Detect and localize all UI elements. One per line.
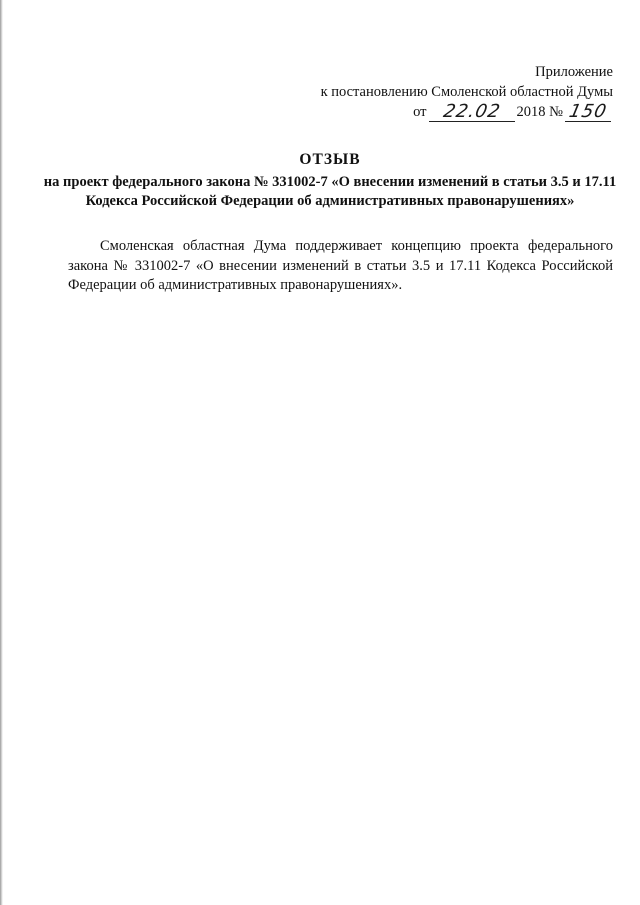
appendix-title: Приложение: [535, 64, 613, 80]
review-heading: ОТЗЫВ: [299, 151, 361, 168]
handwritten-number: 150: [567, 101, 610, 122]
appendix-date-line: [321, 102, 613, 122]
review-body-paragraph: Смоленская областная Дума поддерживает концепцию проекта федерального закона № 331002-7 «О внесении изменений в статьи 3.5 и 17.11 Кодекса Российской Федерации об административных правонарушениях».: [68, 238, 613, 293]
date-blank: [429, 103, 515, 122]
review-subheading: на проект федерального закона № 331002-7 «О внесении изменений в статьи 3.5 и 17.11 Кодекса Российской Федерации об административных правонарушениях»: [43, 174, 617, 209]
number-blank: [565, 103, 611, 122]
scan-left-edge: [0, 0, 3, 905]
year-text: 2018 №: [516, 104, 563, 120]
date-prefix: от: [413, 104, 427, 120]
review-title-block: [40, 150, 620, 211]
handwritten-date: 22.02: [441, 101, 503, 122]
appendix-block: [321, 62, 613, 122]
appendix-subtitle: к постановлению Смоленской областной Думы: [320, 84, 613, 100]
